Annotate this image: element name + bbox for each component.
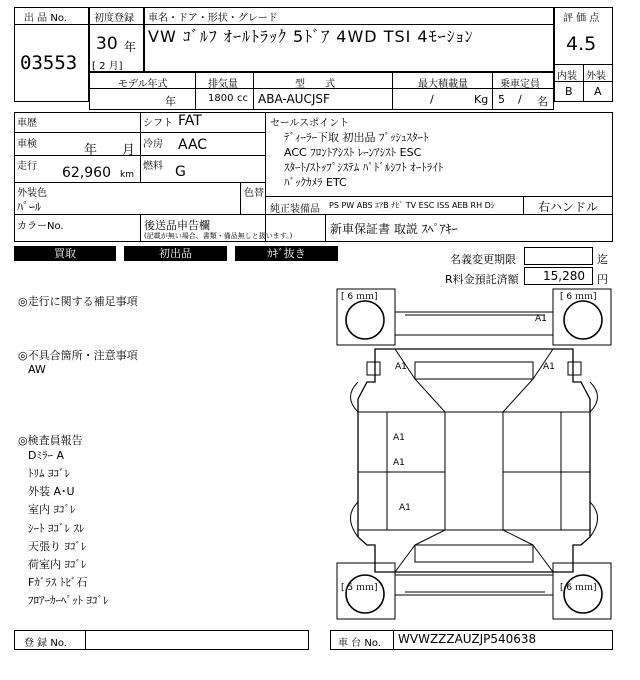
inspection-year: 年 [84, 143, 98, 158]
car-diagram [335, 287, 613, 622]
damage-mark: A1 [393, 433, 405, 443]
recycle-value: 15,280 [543, 269, 585, 283]
badge-kaitori: 買取 [14, 246, 116, 261]
supplement-title: ◎走行に関する補足事項 [18, 295, 138, 308]
inspection-label: 車検 [17, 139, 37, 150]
sales-point-4: ﾊﾞｯｸｶﾒﾗ ETC [284, 176, 347, 189]
after-sales-items: 新車保証書 取説 ｽﾍﾟｱｷｰ [330, 222, 458, 236]
inspector-item: Fｶﾞﾗｽ ﾄﾋﾞ石 [28, 576, 88, 589]
mileage-unit: km [120, 170, 134, 180]
model-year-label: モデル年式 [118, 79, 168, 90]
vehicle-label: 車名・ドア・形状・グレード [148, 13, 278, 24]
chassis-number: WVWZZZAUZJP540638 [398, 632, 537, 646]
chassis-label: 車 台 No. [338, 638, 381, 649]
damage-mark: A1 [535, 314, 547, 324]
damage-mark: A1 [393, 458, 405, 468]
lot-label: 出 品 No. [24, 13, 67, 24]
tire-label-fr: [ 6 ｍｍ] [560, 292, 597, 302]
sales-label: セールスポイント [270, 118, 350, 129]
displacement-value: 1800 [208, 93, 234, 104]
sales-point-2: ACC ﾌﾛﾝﾄｱｼｽﾄ ﾚｰﾝｱｼｽﾄ ESC [284, 146, 422, 159]
color-no-label: カラーNo. [17, 221, 64, 232]
type-value: ABA-AUCJSF [258, 92, 330, 106]
color-change-label: 色替 [244, 188, 264, 199]
interior-label: 内装 [557, 71, 577, 82]
interior-score: B [565, 85, 573, 98]
exterior-score: A [594, 85, 602, 98]
tire-label-rr: [ 6 ｍｍ] [560, 583, 597, 593]
shift-value: FAT [178, 113, 202, 129]
max-load-unit: Kg [474, 93, 489, 106]
fuel-label: 燃料 [143, 161, 163, 172]
inspector-item: 外装 A･U [28, 485, 75, 498]
name-change-label: 名義変更期限 [450, 253, 516, 266]
capacity-sep: / [518, 93, 522, 106]
reg-no-label: 登 録 No. [24, 638, 67, 649]
inspector-title: ◎検査員報告 [18, 434, 83, 447]
displacement-label: 排気量 [208, 79, 238, 90]
tire-label-fl: [ 6 ｍｍ] [341, 292, 378, 302]
tire-label-rl: [ 5 ｍｍ] [341, 583, 378, 593]
inspector-item: ｼｰﾄ ﾖｺﾞﾚ ｽﾚ [28, 522, 85, 535]
exterior-label: 外装 [586, 71, 606, 82]
recycle-label: R料金預託済額 [445, 273, 519, 286]
capacity-unit: 名 [537, 95, 548, 108]
history-label: 車歴 [17, 118, 37, 129]
damage-mark: A1 [543, 362, 555, 372]
inspection-month: 月 [122, 143, 136, 158]
fuel-value: G [175, 164, 186, 180]
mileage-value: 62,960 [62, 165, 111, 181]
damage-mark: A1 [399, 503, 411, 513]
model-year-unit: 年 [165, 95, 176, 108]
inspector-item: 天張り ﾖｺﾞﾚ [28, 540, 87, 553]
max-load-sep: / [430, 93, 434, 106]
ext-color-value: ﾊﾟｰﾙ [17, 200, 42, 214]
defect-item: AW [28, 363, 46, 376]
badge-key-removed: ｶｷﾞ抜き [235, 246, 338, 261]
inspector-item: Dﾐﾗｰ A [28, 449, 64, 462]
capacity-value: 5 [498, 93, 505, 106]
sales-point-1: ﾃﾞｨｰﾗｰ下取 初出品 ﾌﾟｯｼｭｽﾀｰﾄ [284, 131, 429, 144]
capacity-label: 乗車定員 [500, 79, 540, 90]
first-reg-label: 初度登録 [94, 13, 134, 24]
mileage-label: 走行 [17, 161, 37, 172]
type-label: 型 式 [295, 79, 335, 90]
equipment-value: PS PW ABS ｴｱB ﾅﾋﾞ TV ESC ISS AEB RH Dｼ [329, 201, 495, 210]
inspector-item: 荷室内 ﾖｺﾞﾚ [28, 558, 87, 571]
vehicle-name: VW ｺﾞﾙﾌ ｵｰﾙﾄﾗｯｸ 5ﾄﾞｱ 4WD TSI 4ﾓｰｼｮﾝ [148, 27, 474, 46]
reg-year: 30 [96, 34, 118, 54]
name-change-unit: 迄 [597, 253, 608, 266]
inspector-item: 室内 ﾖｺﾞﾚ [28, 503, 76, 516]
after-sales-note: (記載が無い場合、書類・備品無しと扱います。) [144, 232, 293, 240]
reg-year-unit: 年 [124, 40, 137, 54]
defects-title: ◎不具合箇所・注意事項 [18, 349, 138, 362]
ac-value: AAC [178, 137, 208, 153]
ac-label: 冷房 [143, 139, 163, 150]
inspector-item: ﾌﾛｱｰｶｰﾍﾟｯﾄ ﾖｺﾞﾚ [28, 594, 109, 607]
name-change-box [524, 247, 593, 265]
equipment-label: 純正装備品 [270, 204, 320, 215]
sales-point-3: ｽﾀｰﾄ/ｽﾄｯﾌﾟｼｽﾃﾑ ﾊﾟﾄﾞﾙｼﾌﾄ ｵｰﾄﾗｲﾄ [284, 161, 444, 174]
score-label: 評 価 点 [563, 13, 600, 24]
displacement-unit: cc [237, 93, 248, 104]
inspector-item: ﾄﾘﾑ ﾖｺﾞﾚ [28, 467, 70, 480]
damage-mark: A1 [395, 362, 407, 372]
score-value: 4.5 [566, 33, 597, 55]
max-load-label: 最大積載量 [418, 79, 468, 90]
lot-number: 03553 [20, 52, 78, 74]
shift-label: シフト [143, 118, 173, 129]
badge-first-listing: 初出品 [124, 246, 227, 261]
handle-value: 右ハンドル [538, 200, 599, 214]
ext-color-label: 外装色 [17, 188, 47, 199]
after-sales-label: 後送品申告欄 [144, 219, 210, 232]
reg-month: [ 2 月] [92, 61, 123, 72]
recycle-unit: 円 [597, 273, 608, 286]
